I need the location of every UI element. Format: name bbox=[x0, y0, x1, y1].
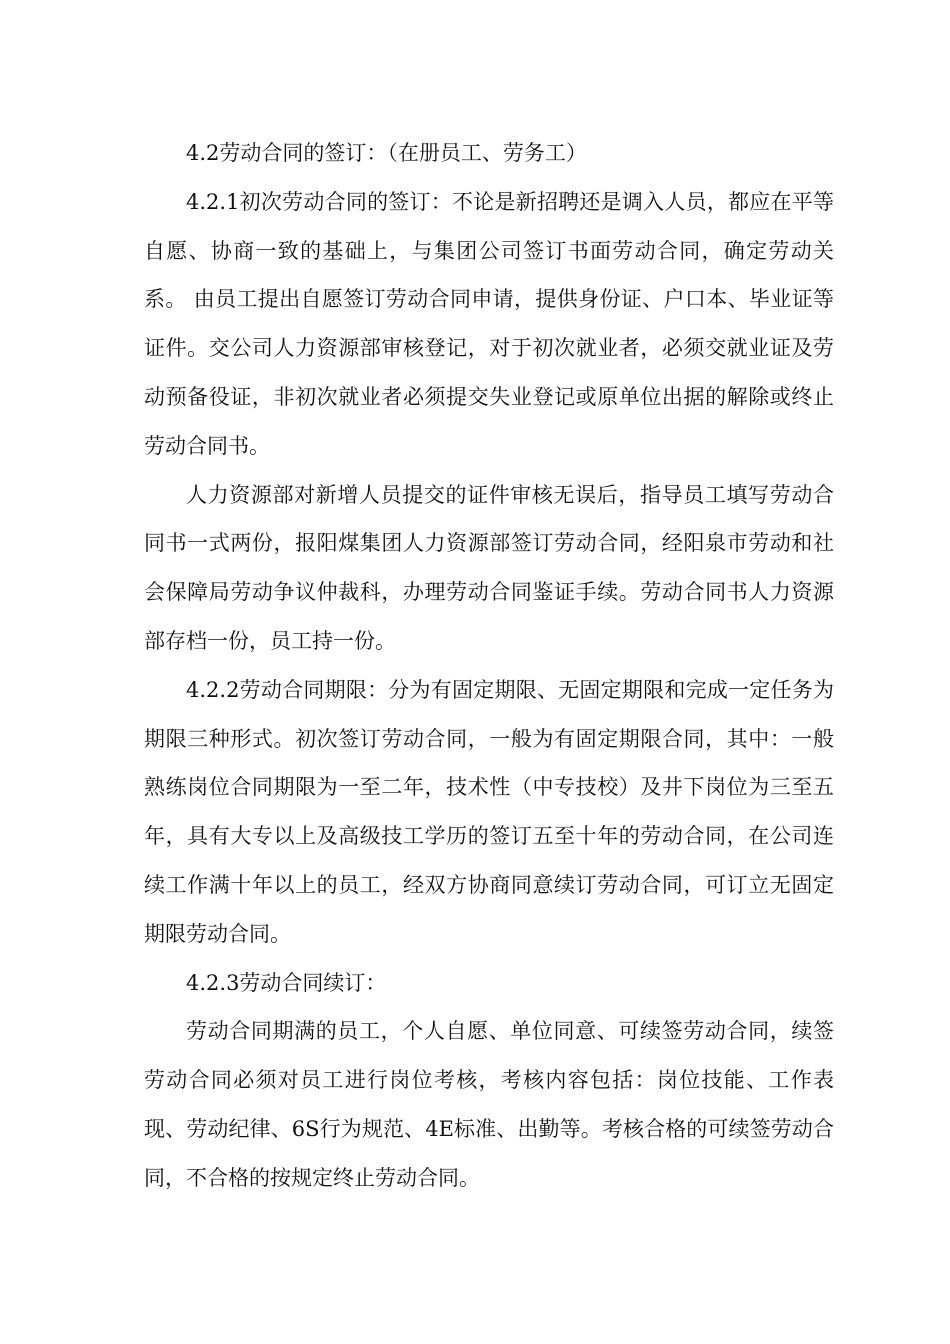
section-heading-4-2: 4.2劳动合同的签订：（在册员工、劳务工） bbox=[186, 141, 587, 165]
paragraph-hr-review: 人力资源部对新增人员提交的证件审核无误后，指导员工填写劳动合同书一式两份，报阳煤集团人力资源部签订劳动合同，经阳泉市劳动和社会保障局劳动争议仲裁科，办理劳动合同鉴证手续。劳动合同书人力资源部存档一份，员工持一份。 bbox=[144, 482, 834, 653]
section-heading-4-2-3: 4.2.3劳动合同续订： bbox=[186, 970, 387, 995]
document-body bbox=[144, 129, 834, 1203]
paragraph-4-2-1: 4.2.1初次劳动合同的签订：不论是新招聘还是调入人员，都应在平等自愿、协商一致的基础上，与集团公司签订书面劳动合同，确定劳动关系。 由员工提出自愿签订劳动合同申请，提供身份证、户口本、毕业证等证件。交公司人力资源部审核登记，对于初次就业者，必须交就业证及劳动预备役证，非初次就业者必须提交失业登记或原单位出据的解除或终止劳动合同书。 bbox=[144, 189, 834, 458]
paragraph-renewal: 劳动合同期满的员工，个人自愿、单位同意、可续签劳动合同，续签劳动合同必须对员工进行岗位考核，考核内容包括：岗位技能、工作表现、劳动纪律、6S行为规范、4E标准、出勤等。考核合格的可续签劳动合同，不合格的按规定终止劳动合同。 bbox=[144, 1019, 834, 1190]
paragraph-4-2-2: 4.2.2劳动合同期限：分为有固定期限、无固定期限和完成一定任务为期限三种形式。初次签订劳动合同，一般为有固定期限合同，其中：一般熟练岗位合同期限为一至二年，技术性（中专技校）及井下岗位为三至五年，具有大专以上及高级技工学历的签订五至十年的劳动合同，在公司连续工作满十年以上的员工，经双方协商同意续订劳动合同，可订立无固定期限劳动合同。 bbox=[144, 677, 834, 946]
